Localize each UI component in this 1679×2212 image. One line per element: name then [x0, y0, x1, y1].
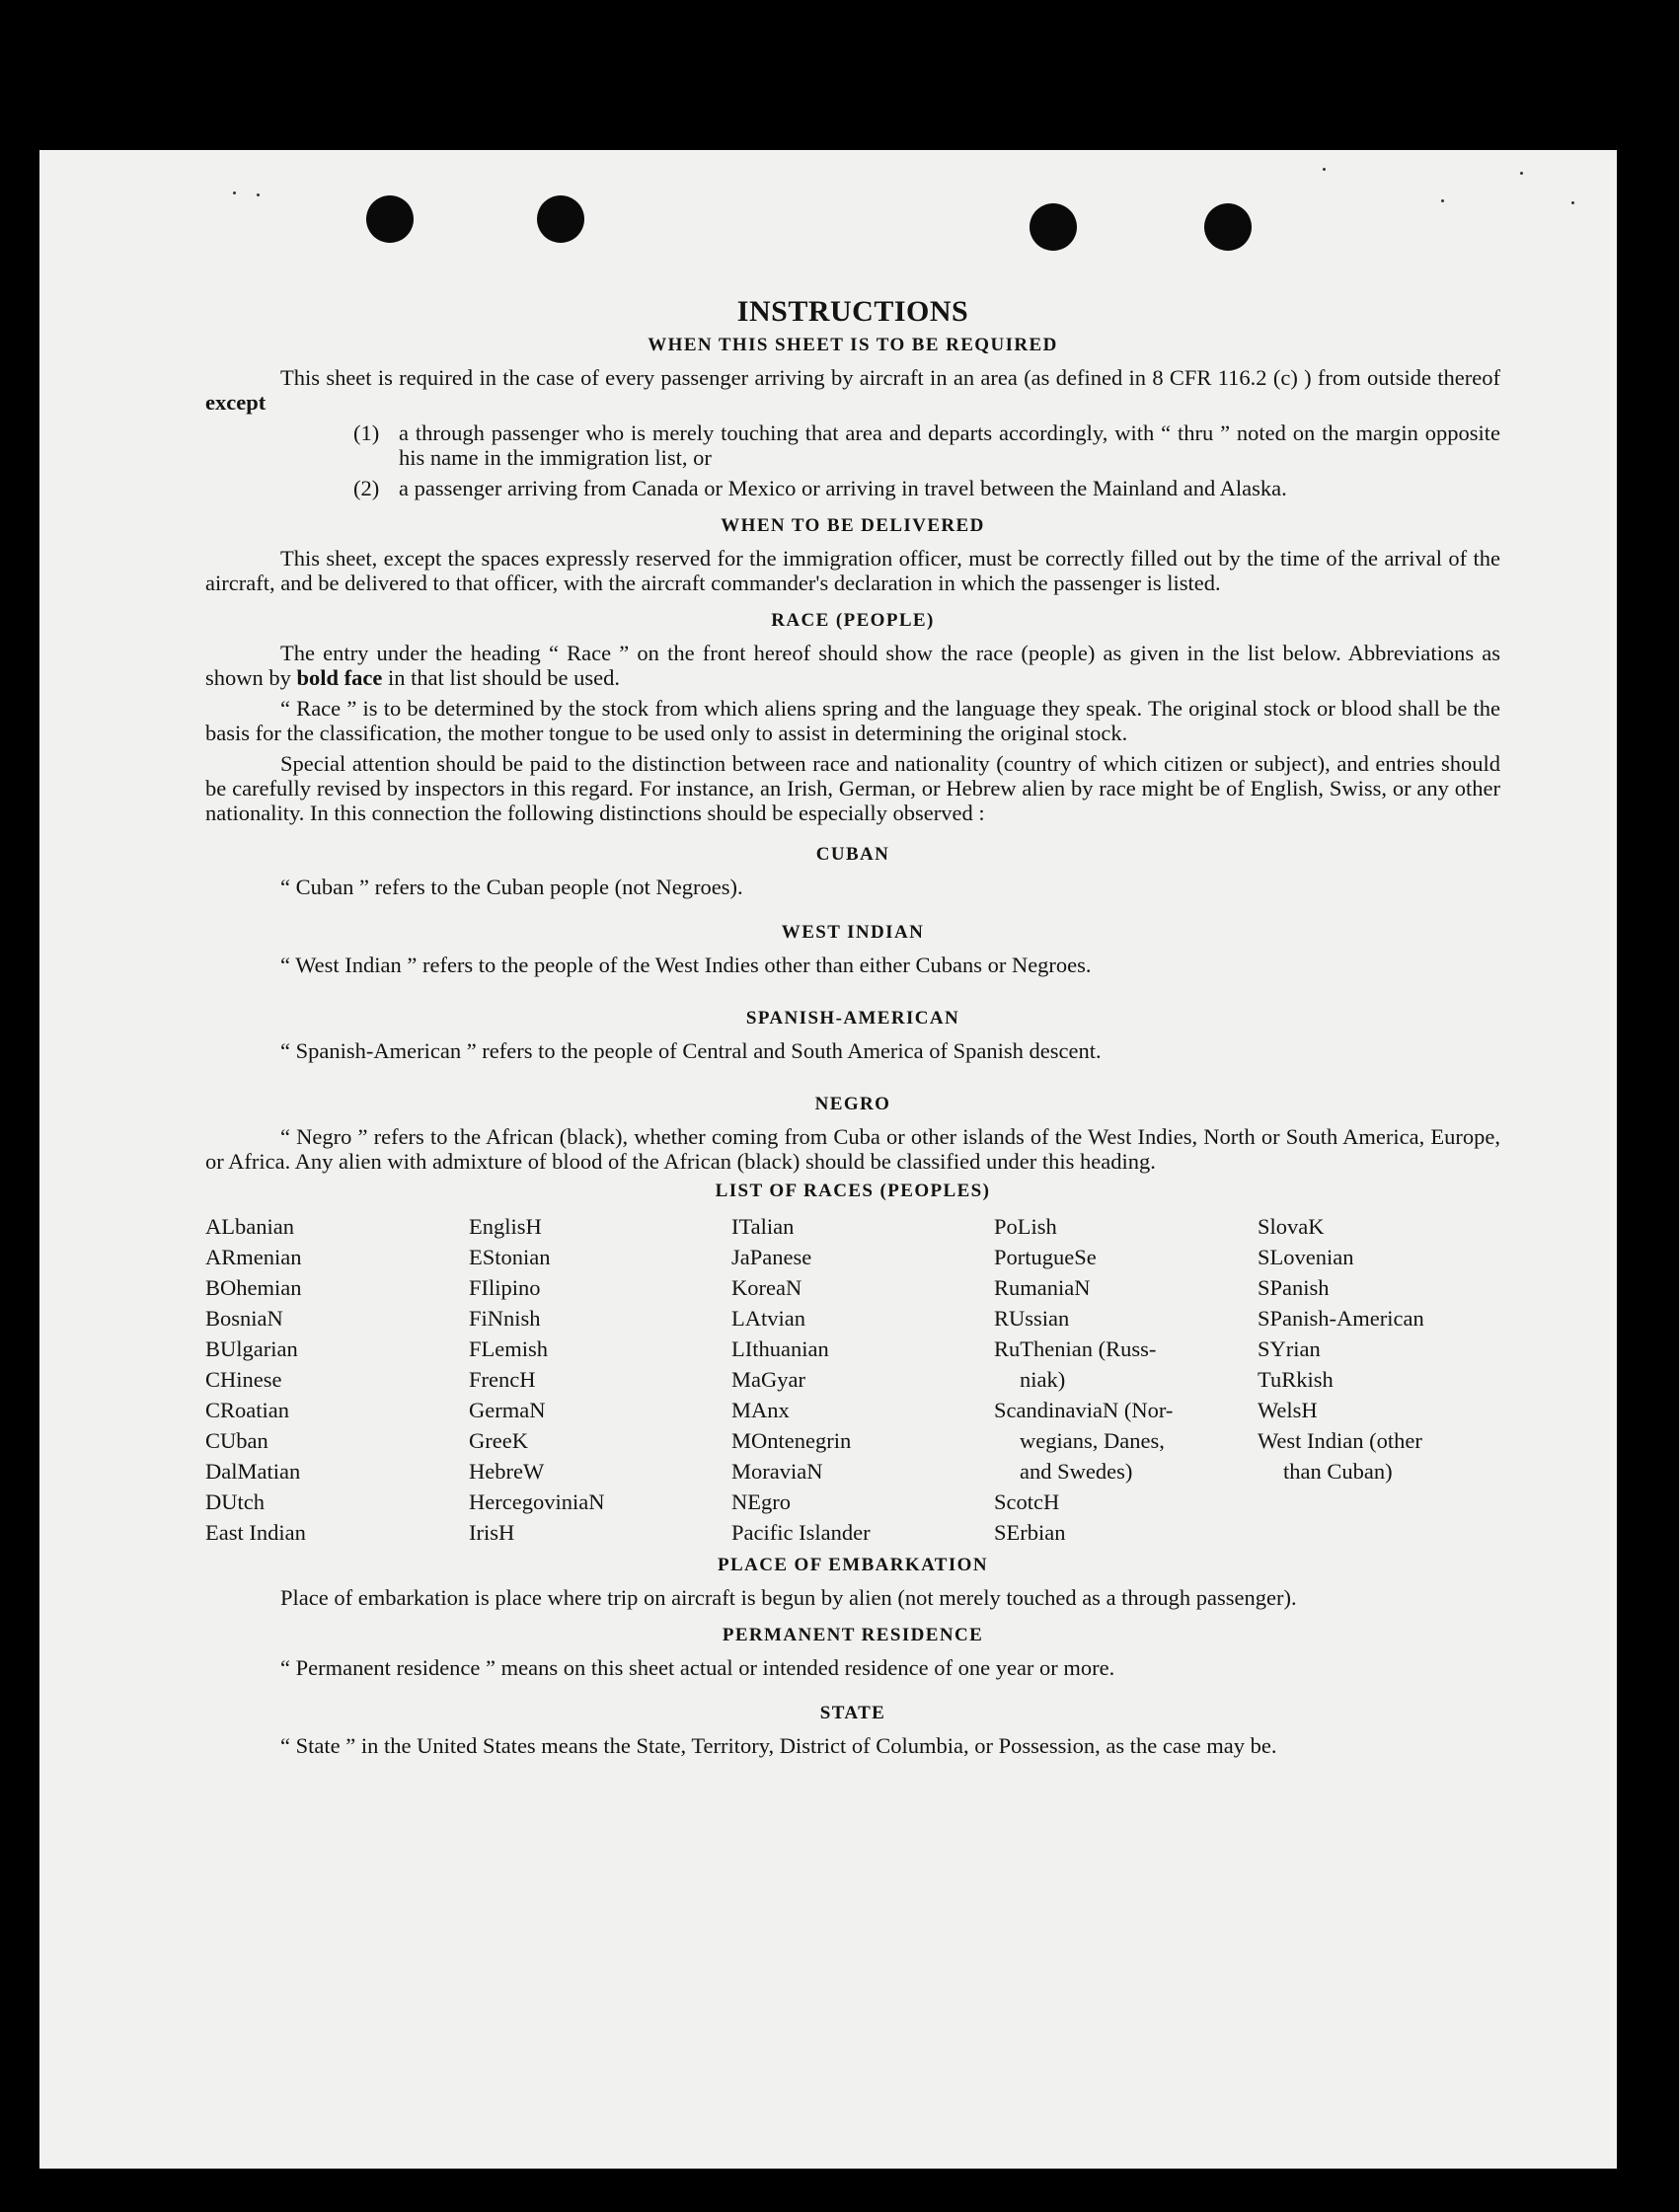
race-entry: SlovaK: [1258, 1214, 1325, 1239]
race-entry: LAtvian: [731, 1306, 805, 1331]
race-entry: DalMatian: [205, 1459, 301, 1484]
races-column-1: [205, 1211, 469, 1548]
race-entry: RuThenian (Russ-: [994, 1336, 1157, 1361]
race-entry-continued: wegians, Danes,: [1020, 1428, 1165, 1453]
races-list: [205, 1211, 1500, 1548]
negro-text: “ Negro ” refers to the African (black), whether coming from Cuba or other islands of the West Indies, North or South America, Europe, or Africa. Any alien with admixture of blood of the African (black) should be classified under this heading.: [205, 1124, 1500, 1174]
race-entry: IrisH: [469, 1520, 515, 1545]
heading-negro: NEGRO: [814, 1094, 891, 1114]
residence-text: “ Permanent residence ” means on this sheet actual or intended residence of one year or more.: [280, 1655, 1115, 1680]
punch-hole: [366, 195, 414, 243]
heading-spanish-american: SPANISH-AMERICAN: [745, 1008, 960, 1029]
race-entry: FiNnish: [469, 1306, 541, 1331]
race-entry: GreeK: [469, 1428, 528, 1453]
race-entry: CUban: [205, 1428, 268, 1453]
delivered-text: This sheet, except the spaces expressly reserved for the immigration officer, must be correctly filled out by the time of the arrival of the aircraft, and be delivered to that officer, with the aircraft commander's declaration in which the passenger is listed.: [205, 546, 1500, 595]
cuban-text: “ Cuban ” refers to the Cuban people (not Negroes).: [280, 875, 743, 899]
race-entry: BOhemian: [205, 1275, 302, 1300]
race-entry: WelsH: [1258, 1398, 1318, 1422]
race-entry: ARmenian: [205, 1245, 302, 1269]
race-entry-continued: niak): [1020, 1367, 1066, 1392]
race-entry: Pacific Islander: [731, 1520, 871, 1545]
paper-speck: [1520, 172, 1523, 175]
race-entry: West Indian (other: [1258, 1428, 1422, 1453]
paper-speck: [1571, 201, 1574, 204]
race-paragraph-1: The entry under the heading “ Race ” on the front hereof should show the race (people) as given in the list below. Abbreviations as shown by bold face in that list should be used.: [205, 641, 1500, 690]
exception-item: (2) a passenger arriving from Canada or Mexico or arriving in travel between the Mainland and Alaska.: [353, 476, 1287, 500]
race-entry: ScandinaviaN (Nor-: [994, 1398, 1174, 1422]
race-entry: FLemish: [469, 1336, 549, 1361]
race-entry-continued: than Cuban): [1283, 1459, 1393, 1484]
race-entry: SPanish-American: [1258, 1306, 1424, 1331]
instructions-content: [205, 294, 1500, 1758]
paper-speck: [1441, 199, 1444, 202]
race-entry: JaPanese: [731, 1245, 812, 1269]
race-entry: BUlgarian: [205, 1336, 298, 1361]
embarkation-text: Place of embarkation is place where trip on aircraft is begun by alien (not merely touched as a through passenger).: [280, 1585, 1297, 1610]
race-entry: SYrian: [1258, 1336, 1321, 1361]
race-paragraph-3: Special attention should be paid to the distinction between race and nationality (country of which citizen or subject), and entries should be carefully revised by inspectors in this regard. For instance, an Irish, German, or Hebrew alien by race might be of English, Swiss, or any other nationality. In this connection the following distinctions should be especially observed :: [205, 751, 1500, 825]
race-entry: MOntenegrin: [731, 1428, 852, 1453]
punch-hole: [1030, 203, 1077, 251]
race-entry: DUtch: [205, 1489, 265, 1514]
west-indian-text: “ West Indian ” refers to the people of the West Indies other than either Cubans or Negroes.: [280, 953, 1092, 977]
exception-item: (1) a through passenger who is merely touching that area and departs accordingly, with “ thru ” noted on the margin opposite his name in the immigration list, or: [353, 420, 1500, 470]
races-column-5: [1258, 1211, 1500, 1548]
heading-required: WHEN THIS SHEET IS TO BE REQUIRED: [648, 335, 1058, 355]
race-entry: SErbian: [994, 1520, 1066, 1545]
heading-west-indian: WEST INDIAN: [781, 922, 925, 943]
heading-list-of-races: LIST OF RACES (PEOPLES): [715, 1181, 991, 1201]
race-entry: MoraviaN: [731, 1459, 823, 1484]
race-entry: PoLish: [994, 1214, 1057, 1239]
race-entry: CHinese: [205, 1367, 282, 1392]
race-entry: MaGyar: [731, 1367, 805, 1392]
race-entry: PortugueSe: [994, 1245, 1097, 1269]
races-column-2: [469, 1211, 731, 1548]
race-entry: BosniaN: [205, 1306, 283, 1331]
paper-speck: [233, 191, 236, 194]
race-entry: FIlipino: [469, 1275, 541, 1300]
race-entry: SLovenian: [1258, 1245, 1354, 1269]
race-entry: ScotcH: [994, 1489, 1060, 1514]
paper-speck: [1323, 168, 1326, 171]
race-entry: RUssian: [994, 1306, 1070, 1331]
race-entry: EnglisH: [469, 1214, 542, 1239]
race-entry: SPanish: [1258, 1275, 1330, 1300]
heading-state: STATE: [819, 1703, 886, 1723]
race-entry: ITalian: [731, 1214, 795, 1239]
state-text: “ State ” in the United States means the State, Territory, District of Columbia, or Possession, as the case may be.: [280, 1733, 1277, 1758]
document-sheet: [39, 150, 1617, 2169]
heading-delivered: WHEN TO BE DELIVERED: [721, 515, 985, 536]
race-entry-continued: and Swedes): [1020, 1459, 1133, 1484]
heading-embarkation: PLACE OF EMBARKATION: [718, 1555, 988, 1575]
race-entry: KoreaN: [731, 1275, 802, 1300]
races-column-4: [994, 1211, 1258, 1548]
race-entry: CRoatian: [205, 1398, 289, 1422]
page-title: INSTRUCTIONS: [736, 295, 969, 328]
punch-hole: [1204, 203, 1252, 251]
heading-permanent-residence: PERMANENT RESIDENCE: [722, 1625, 984, 1645]
required-intro: This sheet is required in the case of every passenger arriving by aircraft in an area (as defined in 8 CFR 116.2 (c) ) from outside thereof except: [205, 365, 1500, 415]
race-entry: LIthuanian: [731, 1336, 829, 1361]
race-entry: RumaniaN: [994, 1275, 1091, 1300]
race-entry: EStonian: [469, 1245, 551, 1269]
spanish-american-text: “ Spanish-American ” refers to the people of Central and South America of Spanish descent.: [280, 1038, 1102, 1063]
race-entry: TuRkish: [1258, 1367, 1334, 1392]
race-entry: FrencH: [469, 1367, 536, 1392]
race-entry: MAnx: [731, 1398, 790, 1422]
race-entry: ALbanian: [205, 1214, 294, 1239]
heading-cuban: CUBAN: [815, 844, 890, 865]
race-entry: NEgro: [731, 1489, 791, 1514]
race-entry: HebreW: [469, 1459, 545, 1484]
races-column-3: [731, 1211, 994, 1548]
race-paragraph-2: “ Race ” is to be determined by the stock from which aliens spring and the language they speak. The original stock or blood shall be the basis for the classification, the mother tongue to be used only to assist in determining the original stock.: [205, 696, 1500, 745]
paper-speck: [257, 193, 260, 196]
race-entry: HercegoviniaN: [469, 1489, 605, 1514]
punch-hole: [537, 195, 584, 243]
race-entry: East Indian: [205, 1520, 306, 1545]
race-entry: GermaN: [469, 1398, 546, 1422]
heading-race: RACE (PEOPLE): [771, 610, 935, 631]
